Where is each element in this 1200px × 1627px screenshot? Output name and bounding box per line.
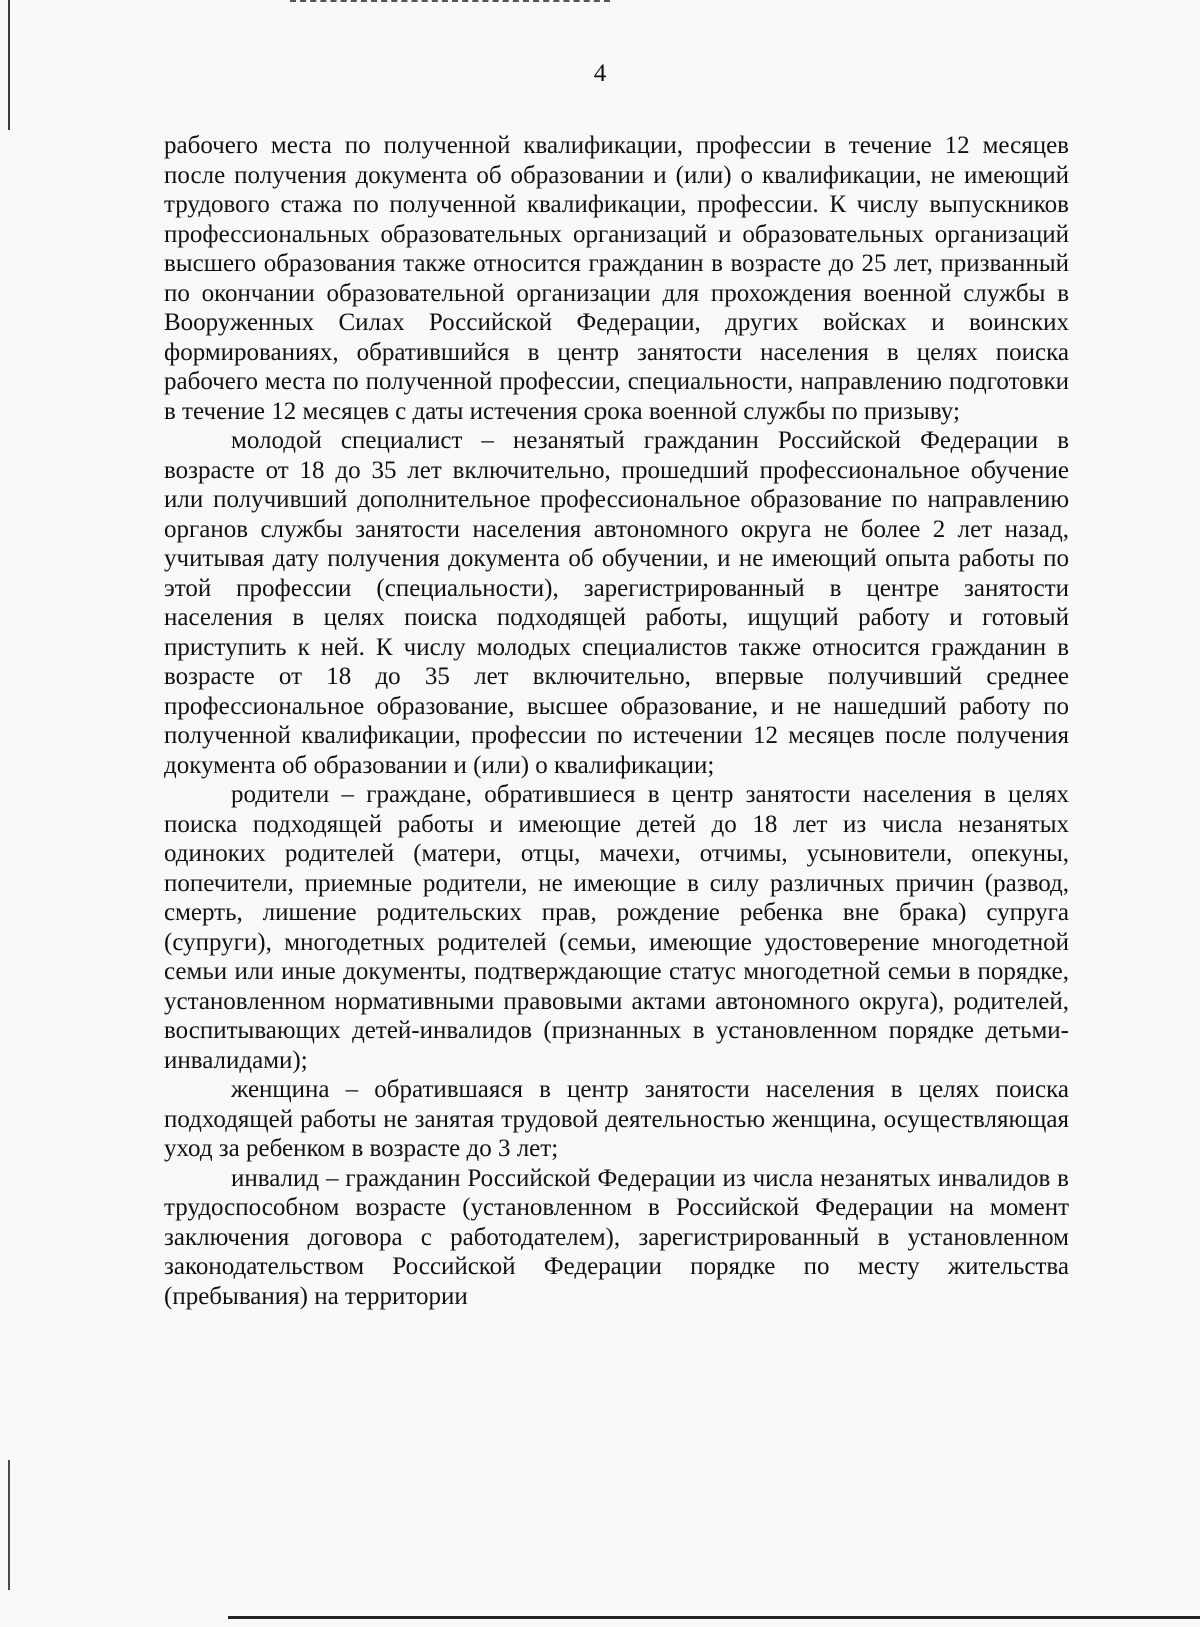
page-number: 4 — [593, 60, 607, 87]
paragraph-disabled-person: инвалид – гражданин Российской Федерации из числа незанятых инвалидов в трудоспособном возрасте (установленном в Российской Федерации на момент заключения договора с работодателем), зарегистрированный в установленном законодательством Российской Федерации порядке по месту жительства (пребывания) на территории — [164, 1164, 1069, 1310]
paragraph-parents: родители – граждане, обратившиеся в центр занятости населения в целях поиска подходящей работы и имеющие детей до 18 лет из числа незанятых одиноких родителей (матери, отцы, мачехи, отчимы, усыновители, опекуны, попечители, приемные родители, не имеющие в силу различных причин (развод, смерть, лишение родительских прав, рождение ребенка вне брака) супруга (супруги), многодетных родителей (семьи, имеющие удостоверение многодетной семьи или иные документы, подтверждающие статус многодетной семьи в порядке, установленном нормативными правовыми актами автономного округа), родителей, воспитывающих детей-инвалидов (признанных в установленном порядке детьми-инвалидами); — [164, 781, 1069, 1074]
scan-top-mark — [290, 0, 610, 6]
paragraph-woman: женщина – обратившаяся в центр занятости населения в целях поиска подходящей работы не занятая трудовой деятельностью женщина, осуществляющая уход за ребенком в возрасте до 3 лет; — [164, 1076, 1069, 1162]
scan-edge-mark — [8, 1460, 10, 1590]
scan-bottom-line — [228, 1616, 1200, 1619]
paragraph-young-specialist: молодой специалист – незанятый гражданин Российской Федерации в возрасте от 18 до 35 лет включительно, прошедший профессиональное обучение или получивший дополнительное профессиональное образование по направлению органов службы занятости населения автономного округа не более 2 лет назад, учитывая дату получения документа об обучении, и не имеющий опыта работы по этой профессии (специальности), зарегистрированный в центре занятости населения в целях поиска подходящей работы, ищущий работу и готовый приступить к ней. К числу молодых специалистов также относится гражданин в возрасте от 18 до 35 лет включительно, впервые получивший среднее профессиональное образование, высшее образование, и не нашедший работу по полученной квалификации, профессии по истечении 12 месяцев после получения документа об образовании и (или) о квалификации; — [164, 427, 1069, 779]
paragraph-graduate-continuation: рабочего места по полученной квалификации, профессии в течение 12 месяцев после получения документа об образовании и (или) о квалификации, не имеющий трудового стажа по полученной квалификации, профессии. К числу выпускников профессиональных образовательных организаций и образовательных организаций высшего образования также относится гражданин в возрасте до 25 лет, призванный по окончании образовательной организации для прохождения военной службы в Вооруженных Силах Российской Федерации, других войсках и воинских формированиях, обратившийся в центр занятости населения в целях поиска рабочего места по полученной профессии, специальности, направлению подготовки в течение 12 месяцев с даты истечения срока военной службы по призыву; — [164, 132, 1069, 425]
document-body — [164, 131, 1069, 1311]
